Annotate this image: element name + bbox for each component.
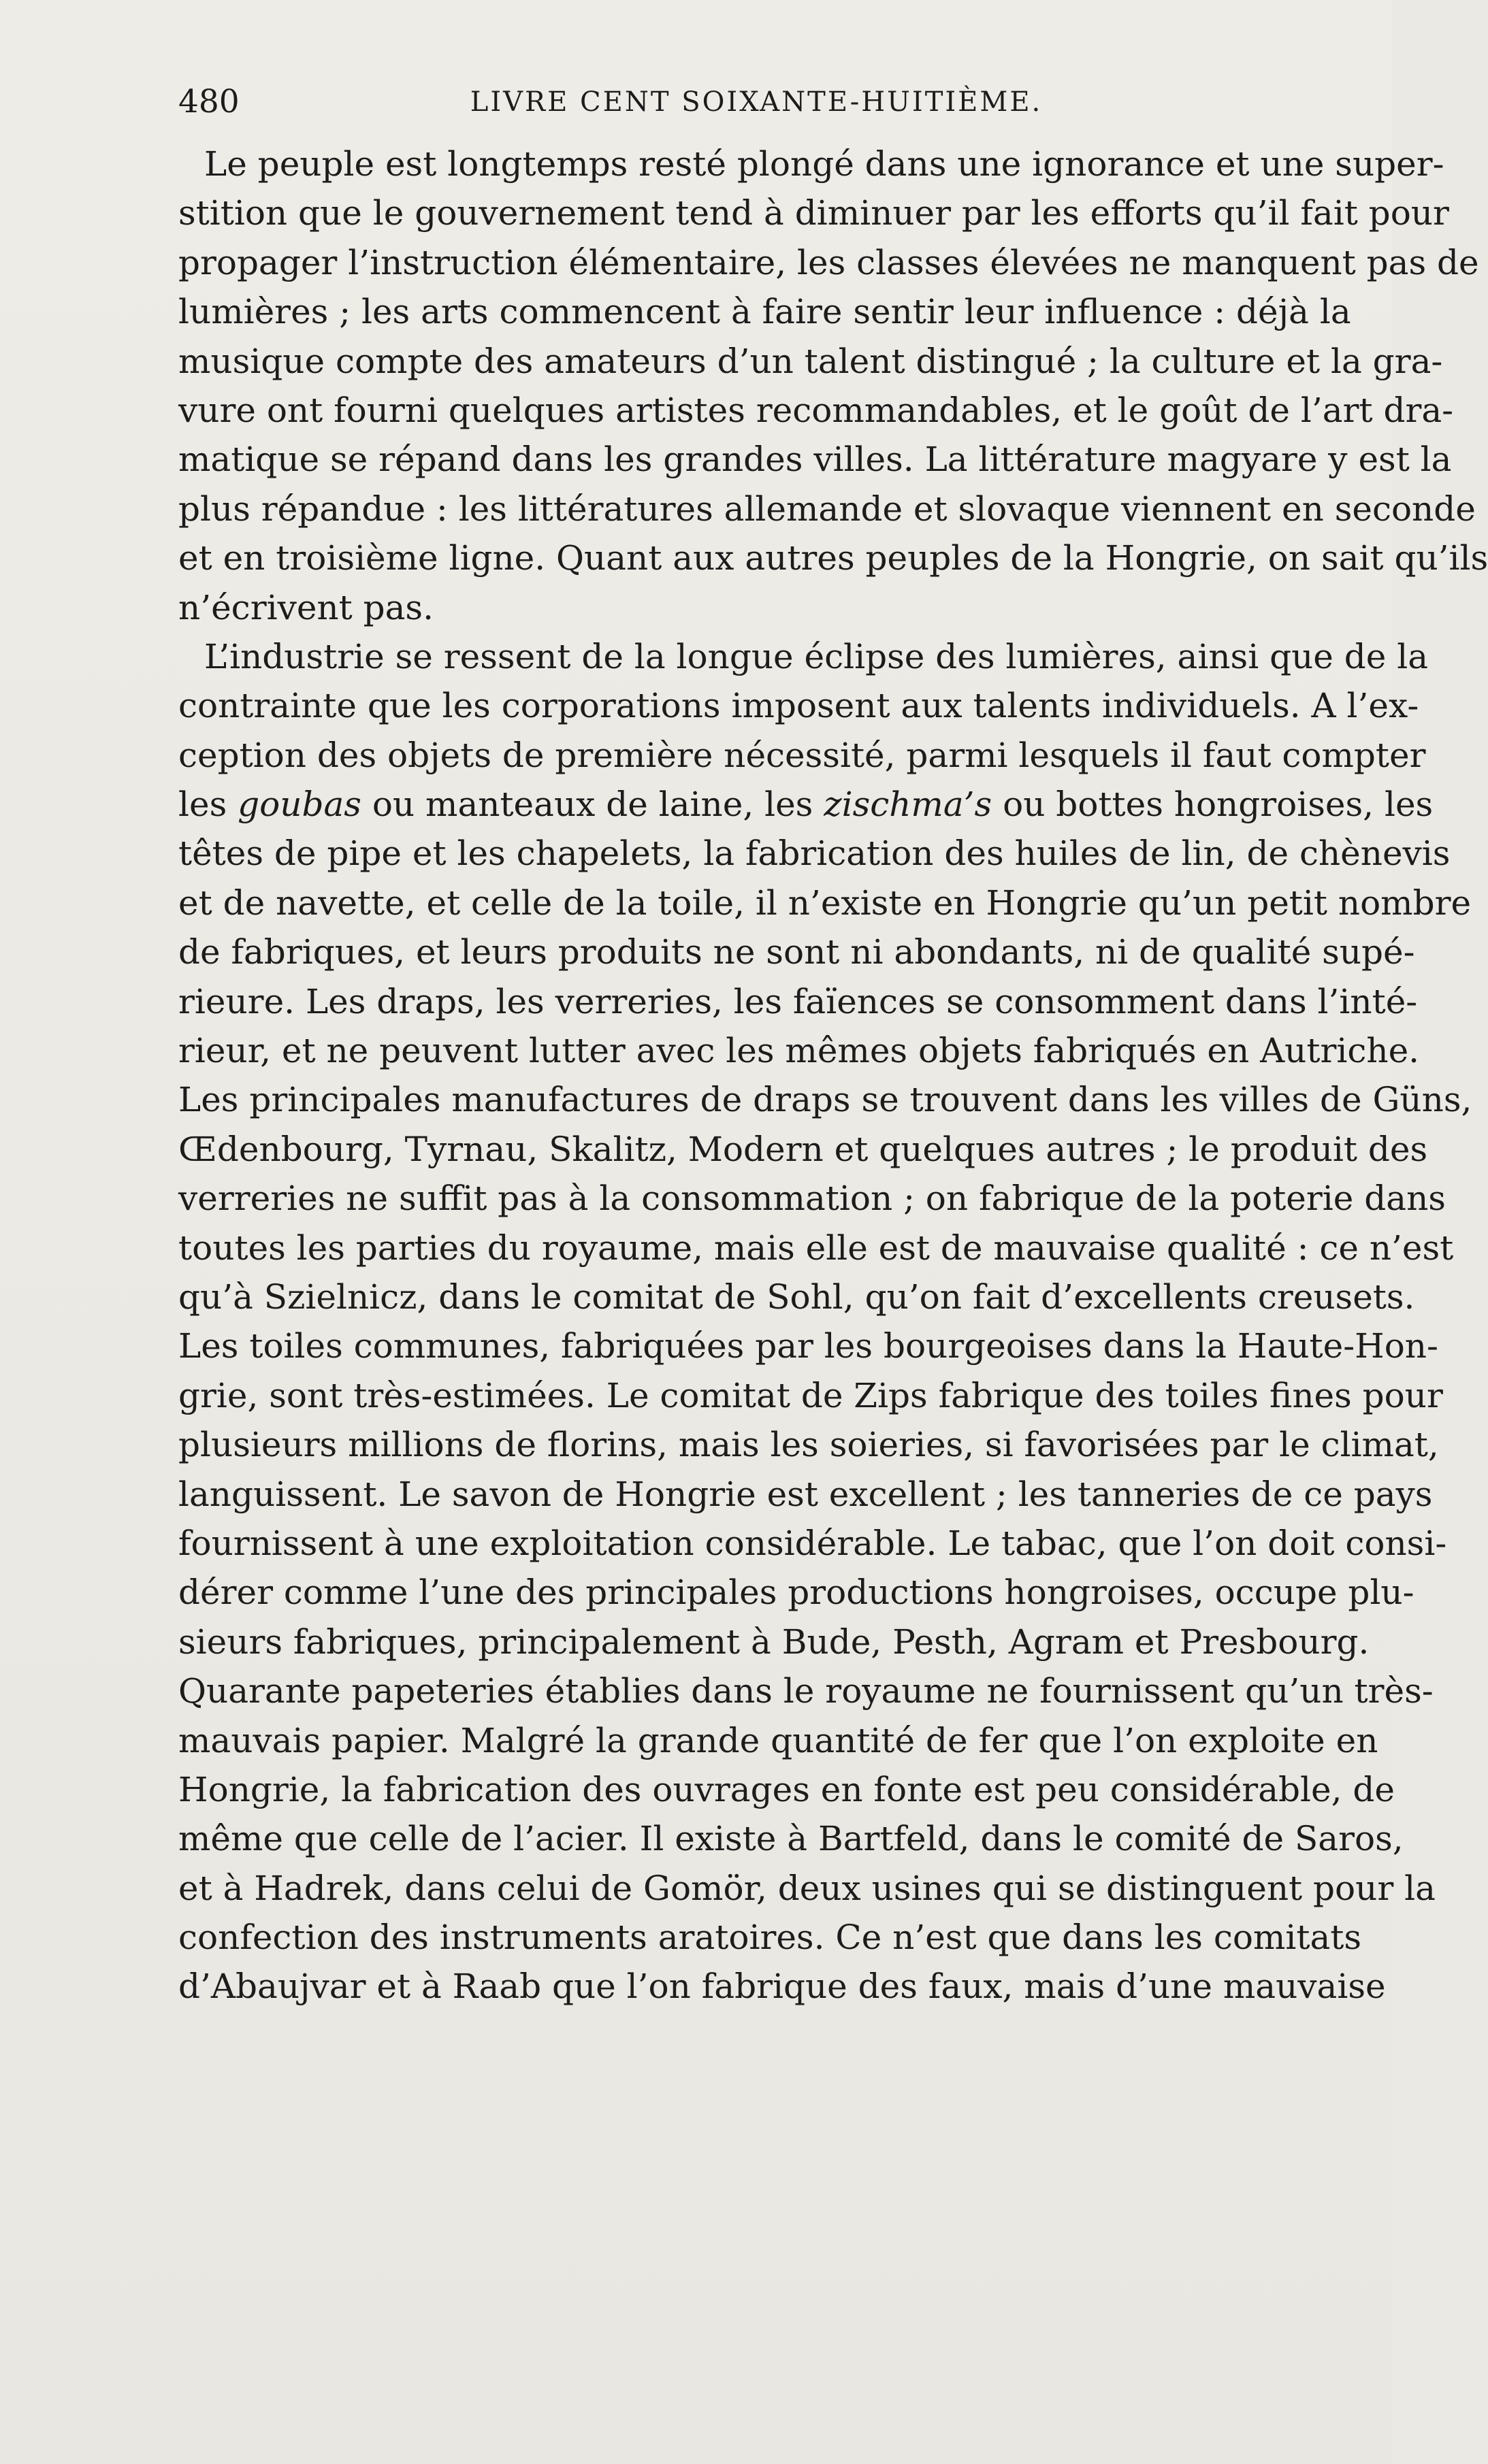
text-line: même que celle de l’acier. Il existe à Bartfeld, dans le comité de Saros,: [178, 1819, 1404, 1859]
text-line: plus répandue : les littératures allemande et slovaque viennent en seconde: [178, 489, 1476, 529]
text-line: grie, sont très-estimées. Le comitat de Zips fabrique des toiles fines pour: [178, 1375, 1443, 1415]
text-line: stition que le gouvernement tend à diminuer par les efforts qu’il fait pour: [178, 193, 1449, 233]
text-line: rieur, et ne peuvent lutter avec les mêmes objets fabriqués en Autriche.: [178, 1031, 1420, 1071]
text-line: dérer comme l’une des principales productions hongroises, occupe plu-: [178, 1573, 1414, 1613]
text-segment: les: [178, 785, 238, 825]
text-line: contrainte que les corporations imposent aux talents individuels. A l’ex-: [178, 686, 1419, 726]
text-line: Le peuple est longtemps resté plongé dans une ignorance et une super-: [204, 144, 1444, 184]
running-title: LIVRE CENT SOIXANTE-HUITIÈME.: [470, 86, 1043, 118]
text-line: Les principales manufactures de draps se trouvent dans les villes de Güns,: [178, 1080, 1472, 1120]
text-line: et de navette, et celle de la toile, il n’existe en Hongrie qu’un petit nombre: [178, 883, 1472, 923]
text-line: verreries ne suffit pas à la consommation ; on fabrique de la poterie dans: [178, 1179, 1446, 1219]
text-line: ception des objets de première nécessité, parmi lesquels il faut compter: [178, 735, 1426, 775]
text-line: languissent. Le savon de Hongrie est excellent ; les tanneries de ce pays: [178, 1474, 1433, 1514]
text-line: sieurs fabriques, principalement à Bude, Pesth, Agram et Presbourg.: [178, 1622, 1370, 1662]
paragraph-2: [178, 632, 1472, 2011]
text-line: propager l’instruction élémentaire, les classes élevées ne manquent pas de: [178, 242, 1479, 282]
text-line: Quarante papeteries établies dans le royaume ne fournissent qu’un très-: [178, 1671, 1434, 1711]
text-line: matique se répand dans les grandes villes. La littérature magyare y est la: [178, 440, 1452, 480]
text-line: musique compte des amateurs d’un talent distingué ; la culture et la gra-: [178, 341, 1443, 381]
text-line: mauvais papier. Malgré la grande quantité de fer que l’on exploite en: [178, 1720, 1378, 1760]
text-line-with-italics: [178, 780, 1434, 829]
text-line: n’écrivent pas.: [178, 587, 434, 627]
text-segment: ou bottes hongroises, les: [992, 785, 1434, 825]
text-line: toutes les parties du royaume, mais elle est de mauvaise qualité : ce n’est: [178, 1228, 1454, 1268]
text-segment: ou manteaux de laine, les: [361, 785, 824, 825]
paragraph-1: [178, 139, 1488, 632]
text-line: qu’à Szielnicz, dans le comitat de Sohl, qu’on fait d’excellents creusets.: [178, 1277, 1415, 1317]
text-line: et en troisième ligne. Quant aux autres peuples de la Hongrie, on sait qu’ils: [178, 538, 1488, 578]
text-line: fournissent à une exploitation considérable. Le tabac, que l’on doit consi-: [178, 1523, 1447, 1563]
page-number: 480: [178, 83, 240, 120]
running-head: [178, 82, 1314, 122]
text-line: vure ont fourni quelques artistes recommandables, et le goût de l’art dra-: [178, 390, 1454, 430]
body-text: [178, 139, 1488, 2011]
text-line: et à Hadrek, dans celui de Gomör, deux usines qui se distinguent pour la: [178, 1868, 1436, 1908]
text-line: d’Abaujvar et à Raab que l’on fabrique des faux, mais d’une mauvaise: [178, 1967, 1386, 2007]
text-line: confection des instruments aratoires. Ce n’est que dans les comitats: [178, 1918, 1362, 1958]
text-line: Les toiles communes, fabriquées par les bourgeoises dans la Haute-Hon-: [178, 1326, 1438, 1366]
text-line: têtes de pipe et les chapelets, la fabrication des huiles de lin, de chènevis: [178, 834, 1451, 874]
italic-term-goubas: goubas: [238, 785, 361, 825]
text-line: de fabriques, et leurs produits ne sont ni abondants, ni de qualité supé-: [178, 932, 1415, 972]
text-line: lumières ; les arts commencent à faire sentir leur influence : déjà la: [178, 292, 1351, 332]
text-line: rieure. Les draps, les verreries, les faïences se consomment dans l’inté-: [178, 981, 1418, 1021]
text-line: Hongrie, la fabrication des ouvrages en fonte est peu considérable, de: [178, 1769, 1395, 1809]
italic-term-zischmas: zischma’s: [824, 785, 992, 825]
text-line: L’industrie se ressent de la longue éclipse des lumières, ainsi que de la: [204, 636, 1429, 676]
text-line: plusieurs millions de florins, mais les soieries, si favorisées par le climat,: [178, 1425, 1439, 1465]
text-line: Œdenbourg, Tyrnau, Skalitz, Modern et quelques autres ; le produit des: [178, 1129, 1428, 1169]
